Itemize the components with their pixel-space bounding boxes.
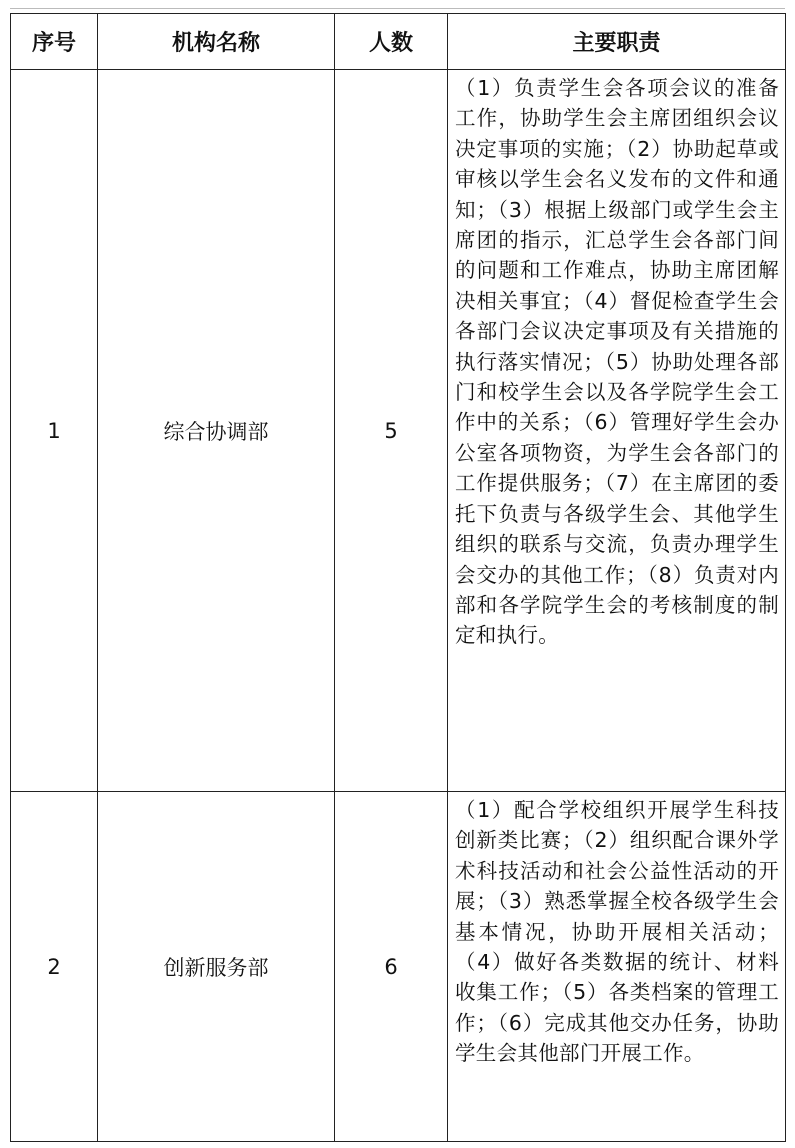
top-rule bbox=[10, 8, 785, 9]
table-row bbox=[11, 70, 786, 792]
cell-duties: （1）负责学生会各项会议的准备工作，协助学生会主席团组织会议决定事项的实施；（2）协助起草或审核以学生会名义发布的文件和通知；（3）根据上级部门或学生会主席团的指示，汇总学生会各部门间的问题和工作难点，协助主席团解决相关事宜；（4）督促检查学生会各部门会议决定事项及有关措施的执行落实情况；（5）协助处理各部门和校学生会以及各学院学生会工作中的关系；（6）管理好学生会办公室各项物资，为学生会各部门的工作提供服务；（7）在主席团的委托下负责与各级学生会、其他学生组织的联系与交流，负责办理学生会交办的其他工作；（8）负责对内部和各学院学生会的考核制度的制定和执行。 bbox=[448, 70, 786, 792]
header-name: 机构名称 bbox=[98, 14, 335, 70]
cell-name: 综合协调部 bbox=[98, 70, 335, 792]
cell-seq: 1 bbox=[11, 70, 98, 792]
header-row bbox=[11, 14, 786, 70]
cell-count: 6 bbox=[335, 792, 448, 1142]
cell-duties: （1）配合学校组织开展学生科技创新类比赛；（2）组织配合课外学术科技活动和社会公益性活动的开展；（3）熟悉掌握全校各级学生会基本情况，协助开展相关活动；（4）做好各类数据的统计、材料收集工作；（5）各类档案的管理工作；（6）完成其他交办任务，协助学生会其他部门开展工作。 bbox=[448, 792, 786, 1142]
cell-name: 创新服务部 bbox=[98, 792, 335, 1142]
cell-seq: 2 bbox=[11, 792, 98, 1142]
header-count: 人数 bbox=[335, 14, 448, 70]
department-table bbox=[10, 13, 786, 1142]
header-duties: 主要职责 bbox=[448, 14, 786, 70]
header-seq: 序号 bbox=[11, 14, 98, 70]
cell-count: 5 bbox=[335, 70, 448, 792]
table-row bbox=[11, 792, 786, 1142]
